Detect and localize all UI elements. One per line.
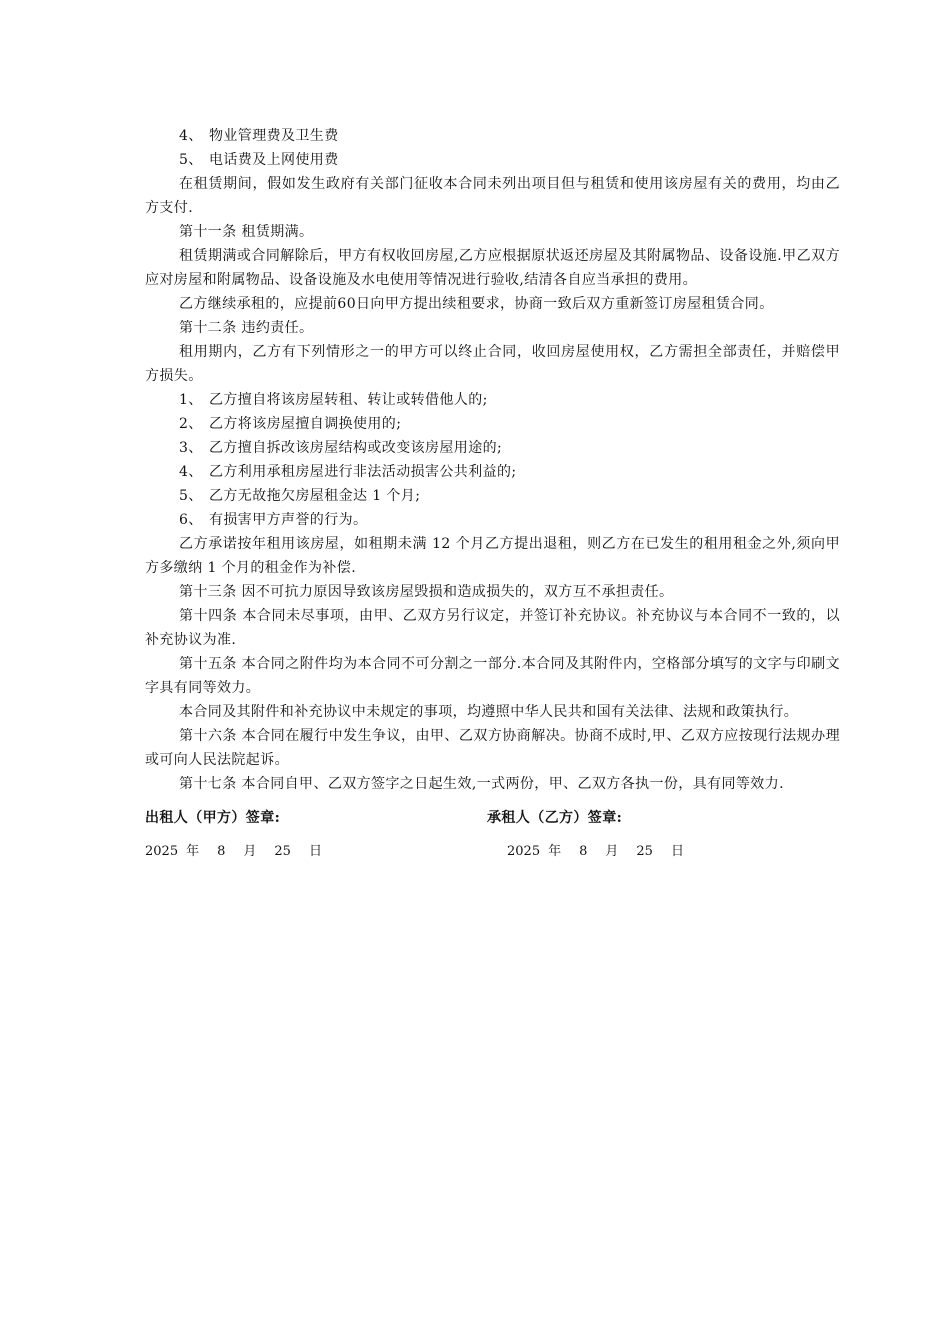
date-day: 25 (636, 844, 653, 859)
article-13: 第十三条 因不可抗力原因导致该房屋毁损和造成损失的，双方互不承担责任。 (179, 584, 674, 600)
item-number: 6、 (179, 512, 203, 528)
date-year: 2025 (145, 844, 179, 859)
item-text: 乙方擅自将该房屋转租、转让或转借他人的; (209, 392, 488, 408)
date-year-unit: 年 (548, 844, 562, 859)
item-number: 4、 (179, 128, 203, 144)
date-day: 25 (274, 844, 291, 859)
fee-item (145, 124, 840, 148)
early-termination-paragraph: 乙方承诺按年租用该房屋，如租期未满 12 个月乙方提出退租，则乙方在已发生的租用租金之外,须向甲方多缴纳 1 个月的租金作为补偿. (145, 536, 840, 576)
item-number: 3、 (179, 440, 203, 456)
item-text: 乙方无故拖欠房屋租金达 1 个月; (209, 488, 421, 504)
governing-law-paragraph: 本合同及其附件和补充协议中未规定的事项，均遵照中华人民共和国有关法律、法规和政策执行。 (179, 704, 799, 720)
item-text: 乙方利用承租房屋进行非法活动损害公共利益的; (209, 464, 517, 480)
renewal-paragraph: 乙方继续承租的，应提前60日向甲方提出续租要求，协商一致后双方重新签订房屋租赁合同。 (179, 296, 774, 312)
date-day-unit: 日 (670, 844, 684, 859)
article-12-title: 第十二条 违约责任。 (179, 320, 314, 336)
date-month-unit: 月 (243, 844, 257, 859)
lessee-signature-label: 承租人（乙方）签章: (487, 810, 623, 826)
breach-item (145, 388, 840, 412)
signature-row (145, 806, 840, 830)
breach-item (145, 436, 840, 460)
item-number: 2、 (179, 416, 203, 432)
date-month: 8 (579, 844, 588, 859)
lessor-signature-label: 出租人（甲方）签章: (145, 810, 281, 826)
fee-item (145, 148, 840, 172)
article-11-title: 第十一条 租赁期满。 (179, 224, 314, 240)
expiry-paragraph: 租赁期满或合同解除后，甲方有权收回房屋,乙方应根据原状返还房屋及其附属物品、设备设施.甲乙双方应对房屋和附属物品、设备设施及水电使用等情况进行验收,结清各自应当承担的费用。 (145, 248, 840, 288)
breach-item (145, 460, 840, 484)
article-16: 第十六条 本合同在履行中发生争议，由甲、乙双方协商解决。协商不成时,甲、乙双方应按现行法规办理或可向人民法院起诉。 (145, 728, 840, 768)
contract-page (145, 124, 840, 864)
lessor-date (145, 840, 507, 864)
date-month: 8 (217, 844, 226, 859)
item-number: 1、 (179, 392, 203, 408)
item-number: 4、 (179, 464, 203, 480)
item-number: 5、 (179, 488, 203, 504)
item-text: 乙方擅自拆改该房屋结构或改变该房屋用途的; (209, 440, 503, 456)
date-row (145, 840, 840, 864)
lessee-date (507, 840, 827, 864)
item-text: 乙方将该房屋擅自调换使用的; (209, 416, 402, 432)
breach-item (145, 484, 840, 508)
item-number: 5、 (179, 152, 203, 168)
date-day-unit: 日 (308, 844, 322, 859)
breach-paragraph: 租用期内，乙方有下列情形之一的甲方可以终止合同，收回房屋使用权，乙方需担全部责任，并赔偿甲方损失。 (145, 344, 840, 384)
item-text: 电话费及上网使用费 (209, 152, 339, 168)
date-year-unit: 年 (186, 844, 200, 859)
item-text: 有损害甲方声誉的行为。 (209, 512, 368, 528)
article-14: 第十四条 本合同未尽事项，由甲、乙双方另行议定，并签订补充协议。补充协议与本合同不一致的，以补充协议为准. (145, 608, 840, 648)
breach-item (145, 508, 840, 532)
breach-item (145, 412, 840, 436)
date-month-unit: 月 (605, 844, 619, 859)
article-15: 第十五条 本合同之附件均为本合同不可分割之一部分.本合同及其附件内，空格部分填写的文字与印刷文字具有同等效力。 (145, 656, 840, 696)
date-year: 2025 (507, 844, 541, 859)
article-17: 第十七条 本合同自甲、乙双方签字之日起生效,一式两份，甲、乙双方各执一份，具有同等效力. (179, 776, 784, 792)
item-text: 物业管理费及卫生费 (209, 128, 339, 144)
fees-paragraph: 在租赁期间，假如发生政府有关部门征收本合同未列出项目但与租赁和使用该房屋有关的费用，均由乙方支付. (145, 176, 840, 216)
